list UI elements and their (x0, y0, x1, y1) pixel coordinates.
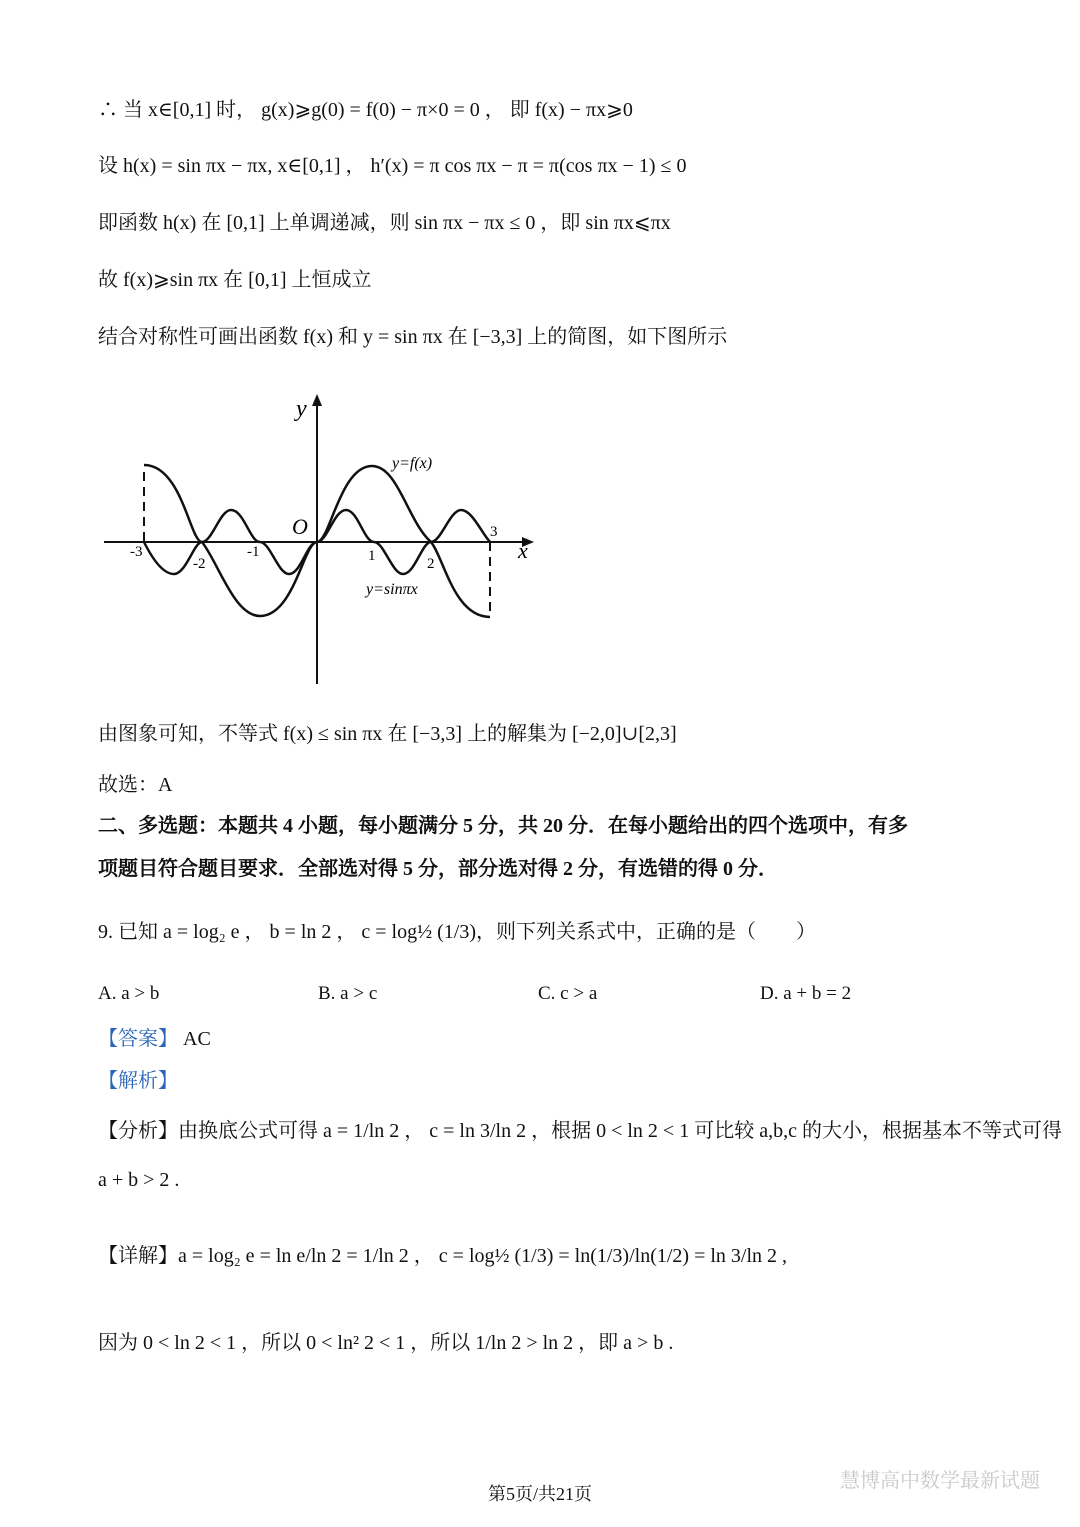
text-line-3: 即函数 h(x) 在 [0,1] 上单调递减，则 sin πx − πx ≤ 0 ，即 sin πx⩽πx (98, 212, 671, 234)
xiangjie-tag: 【详解】 (98, 1245, 178, 1267)
xiangjie-line (98, 1242, 787, 1270)
analysis-tag: 【解析】 (98, 1070, 178, 1092)
last-line: 因为 0 < ln 2 < 1 ，所以 0 < ln² 2 < 1 ，所以 1/ln 2 > ln 2 ，即 a > b . (98, 1332, 674, 1354)
tick-label-neg3: -3 (130, 544, 143, 560)
section-heading-line-1: 二、多选题：本题共 4 小题，每小题满分 5 分，共 20 分．在每小题给出的四个选项中，有多 (98, 815, 908, 837)
tick-label-3: 3 (490, 524, 498, 540)
fenxi-line-2: a + b > 2 . (98, 1169, 180, 1191)
curve-sin-label: y=sinπx (366, 581, 418, 598)
curve-f-label: y=f(x) (392, 455, 433, 472)
fenxi-tag: 【分析】 (98, 1120, 178, 1142)
answer-tag: 【答案】 (98, 1028, 178, 1050)
option-a: A. a > b (98, 983, 160, 1004)
y-axis-label: y (296, 396, 307, 422)
section-heading-line-2: 项题目符合题目要求．全部选对得 5 分，部分选对得 2 分，有选错的得 0 分． (98, 858, 778, 880)
text-line-6: 由图象可知，不等式 f(x) ≤ sin πx 在 [−3,3] 上的解集为 [−2,0]∪[2,3] (98, 723, 677, 745)
question-9-stem: 9. 已知 a = log₂ e ， b = ln 2 ， c = log½ (1/3)，则下列关系式中，正确的是（ ） (98, 921, 816, 943)
tick-label-neg1: -1 (247, 544, 260, 560)
fenxi-line-1 (98, 1117, 1062, 1145)
text-line-4: 故 f(x)⩾sin πx 在 [0,1] 上恒成立 (98, 269, 372, 291)
option-c: C. c > a (538, 983, 598, 1004)
tick-label-1: 1 (368, 548, 376, 564)
xiangjie-text: a = log₂ e = ln e/ln 2 = 1/ln 2 ， c = log½ (1/3) = ln(1/3)/ln(1/2) = ln 3/ln 2 , (178, 1245, 788, 1267)
answer-line (98, 1025, 211, 1053)
page-footer: 第5页/共21页 (487, 1484, 592, 1504)
origin-label: O (292, 514, 308, 539)
option-b: B. a > c (318, 983, 378, 1004)
function-graph (104, 392, 544, 692)
fenxi-text-1: 由换底公式可得 a = 1/ln 2 ， c = ln 3/ln 2 ，根据 0 < ln 2 < 1 可比较 a,b,c 的大小，根据基本不等式可得 (178, 1120, 1062, 1142)
text-line-1: ∴ 当 x∈[0,1] 时， g(x)⩾g(0) = f(0) − π×0 = 0 ， 即 f(x) − πx⩾0 (98, 99, 633, 121)
tick-label-2: 2 (427, 556, 435, 572)
tick-label-neg2: -2 (193, 556, 206, 572)
option-d: D. a + b = 2 (760, 983, 852, 1004)
y-axis-arrow (312, 394, 322, 406)
answer-value: AC (183, 1028, 211, 1050)
text-line-5: 结合对称性可画出函数 f(x) 和 y = sin πx 在 [−3,3] 上的简图，如下图所示 (98, 326, 728, 348)
text-line-2: 设 h(x) = sin πx − πx, x∈[0,1] ， h′(x) = π cos πx − π = π(cos πx − 1) ≤ 0 (98, 155, 687, 177)
watermark: 慧博高中数学最新试题 (840, 1470, 1040, 1492)
x-axis-label: x (518, 538, 528, 563)
text-line-7: 故选：A (98, 774, 173, 796)
